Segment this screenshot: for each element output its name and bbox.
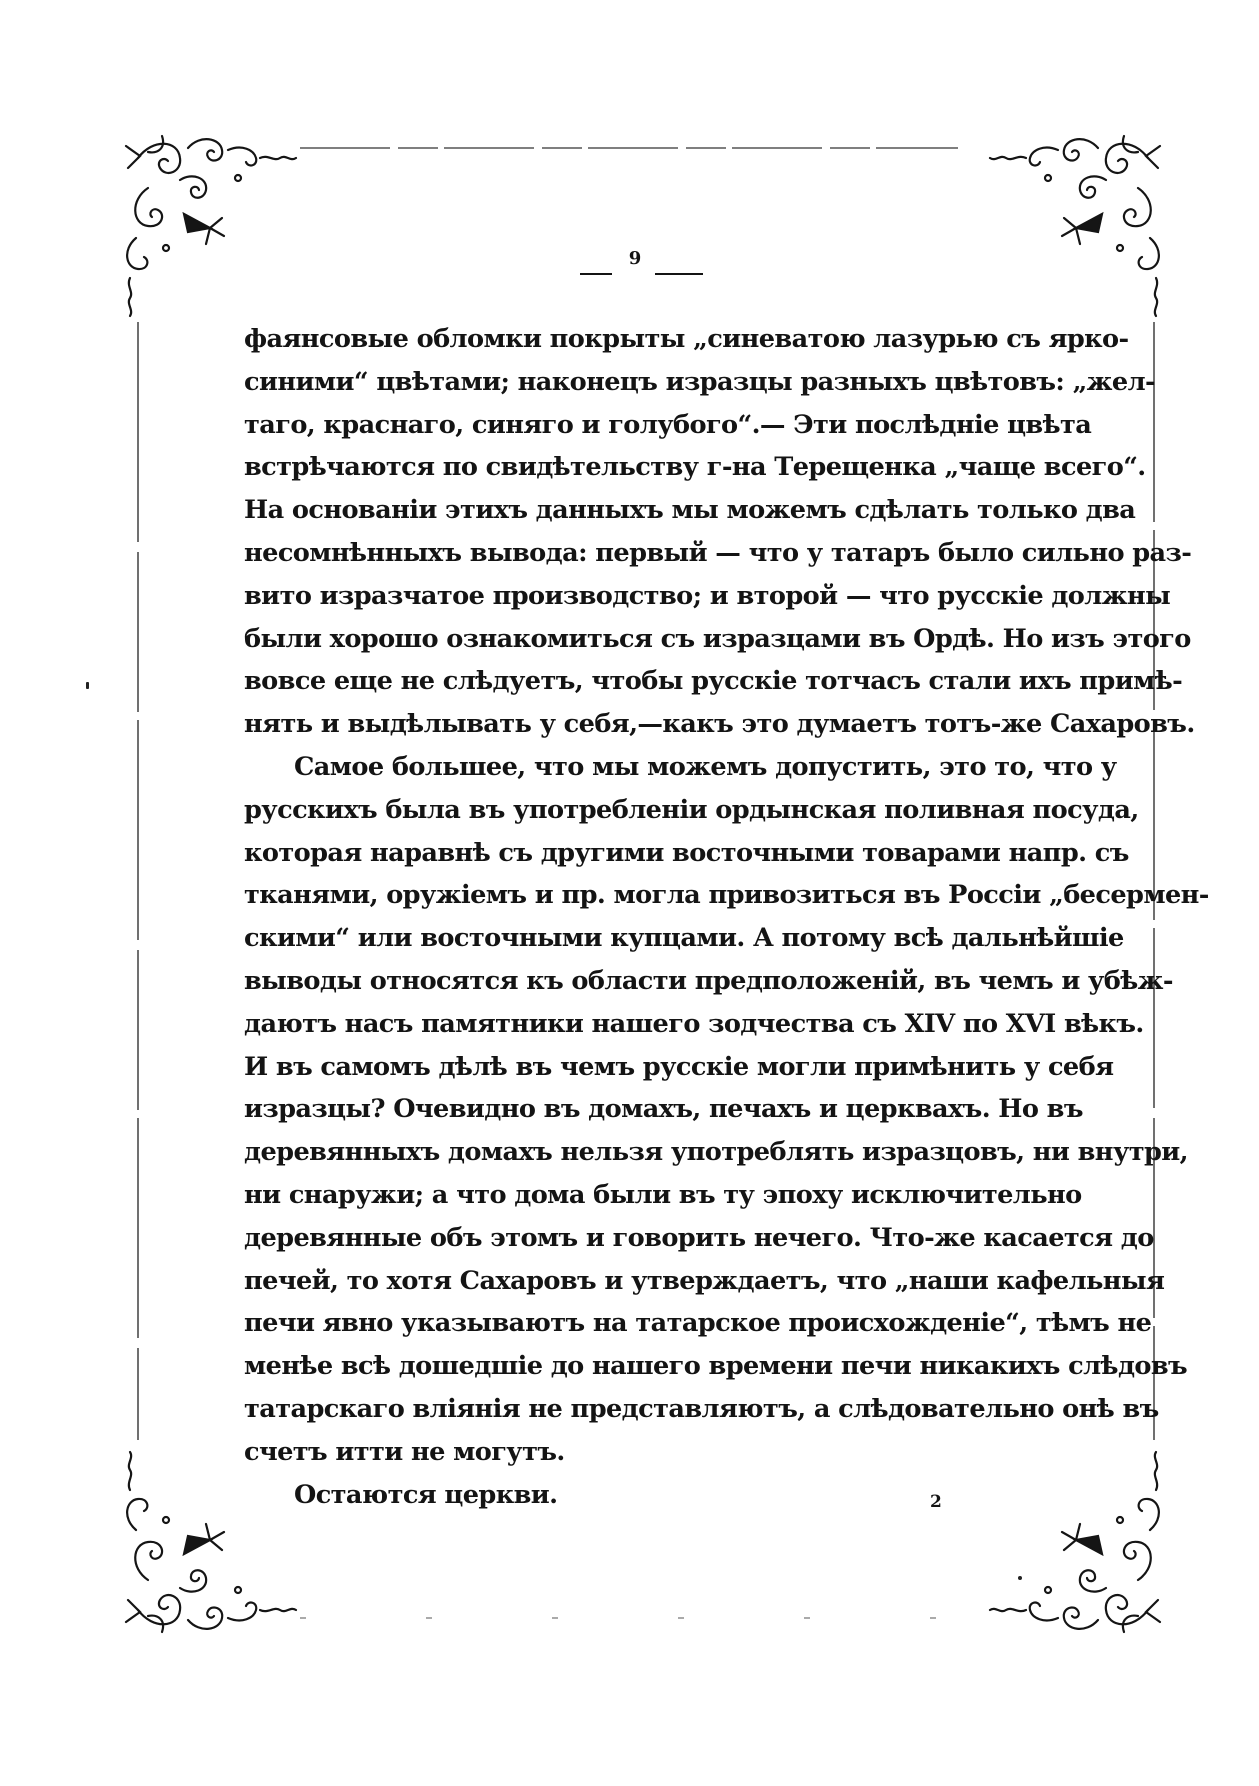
text-line: тканями, оружіемъ и пр. могла привозиться въ Россіи „бесермен- bbox=[244, 880, 1209, 911]
text-line: Остаются церкви. bbox=[294, 1479, 558, 1510]
page-number-rule-left bbox=[580, 273, 612, 275]
text-line: нять и выдѣлывать у себя,—какъ это думаетъ тотъ-же Сахаровъ. bbox=[244, 709, 1195, 740]
text-line: таго, краснаго, синяго и голубого“.— Эти послѣдніе цвѣта bbox=[244, 409, 1092, 440]
text-line: синими“ цвѣтами; наконецъ изразцы разныхъ цвѣтовъ: „жел- bbox=[244, 366, 1156, 397]
text-line: печи явно указываютъ на татарское происхожденіе“, тѣмъ не bbox=[244, 1308, 1152, 1339]
text-line: фаянсовые обломки покрыты „синеватою лазурью съ ярко- bbox=[244, 324, 1129, 354]
text-line: которая наравнѣ съ другими восточными товарами напр. съ bbox=[244, 837, 1129, 868]
text-line: счетъ итти не могутъ. bbox=[244, 1436, 565, 1467]
page-number-rule-right bbox=[655, 273, 703, 275]
signature-mark: 2 bbox=[930, 1492, 942, 1512]
text-line: изразцы? Очевидно въ домахъ, печахъ и церквахъ. Но въ bbox=[244, 1094, 1083, 1125]
text-line: вито изразчатое производство; и второй — что русскіе должны bbox=[244, 580, 1171, 611]
text-line: были хорошо ознакомиться съ изразцами въ Ордѣ. Но изъ этого bbox=[244, 623, 1191, 654]
text-line: менѣе всѣ дошедшіе до нашего времени печи никакихъ слѣдовъ bbox=[244, 1351, 1188, 1382]
ink-speck bbox=[86, 682, 89, 689]
text-line: встрѣчаются по свидѣтельству г-на Терещенка „чаще всего“. bbox=[244, 452, 1146, 483]
text-line: вовсе еще не слѣдуетъ, чтобы русскіе тотчасъ стали ихъ примѣ- bbox=[244, 666, 1183, 697]
text-line: татарскаго вліянія не представляютъ, а слѣдовательно онѣ въ bbox=[244, 1393, 1159, 1424]
text-line: И въ самомъ дѣлѣ въ чемъ русскіе могли примѣнить у себя bbox=[244, 1051, 1114, 1082]
text-line: деревянныхъ домахъ нельзя употреблять изразцовъ, ни внутри, bbox=[244, 1137, 1188, 1168]
text-line: выводы относятся къ области предположеній, въ чемъ и убѣж- bbox=[244, 965, 1173, 996]
text-line: ни снаружи; а что дома были въ ту эпоху исключительно bbox=[244, 1179, 1082, 1210]
text-line: печей, то хотя Сахаровъ и утверждаетъ, что „наши кафельныя bbox=[244, 1265, 1165, 1296]
text-line: даютъ насъ памятники нашего зодчества съ XIV по XVI вѣкъ. bbox=[244, 1008, 1144, 1039]
text-line: На основаніи этихъ данныхъ мы можемъ сдѣлать только два bbox=[244, 495, 1136, 526]
text-line: скими“ или восточными купцами. А потому всѣ дальнѣйшіе bbox=[244, 923, 1124, 954]
ink-speck bbox=[1018, 1576, 1022, 1580]
text-line: русскихъ была въ употребленіи ордынская поливная посуда, bbox=[244, 794, 1139, 825]
text-line: Самое большее, что мы можемъ допустить, это то, что у bbox=[294, 751, 1117, 782]
text-line: деревянные объ этомъ и говорить нечего. Что-же касается до bbox=[244, 1222, 1154, 1253]
text-line: несомнѣнныхъ вывода: первый — что у татаръ было сильно раз- bbox=[244, 537, 1192, 568]
body-text bbox=[244, 318, 1209, 1516]
page-number: 9 bbox=[628, 248, 642, 269]
